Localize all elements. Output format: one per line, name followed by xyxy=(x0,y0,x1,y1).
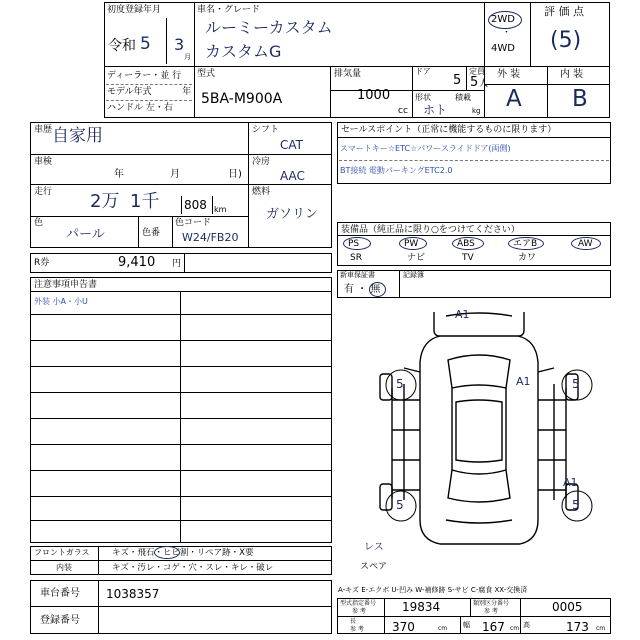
doors: 5 xyxy=(453,73,462,88)
load-label: 積載 xyxy=(455,93,471,102)
cc-unit: cc xyxy=(398,106,408,116)
color-value: パール xyxy=(66,227,105,242)
use-value: 自家用 xyxy=(52,126,103,146)
displacement-label: 排気量 xyxy=(334,69,362,79)
height-label: 高 xyxy=(523,621,530,629)
r-value: 9,410 xyxy=(118,255,156,270)
displacement: 1000 xyxy=(357,88,391,103)
type-value: 5BA-M900A xyxy=(201,91,283,107)
tyre-fr: 5 xyxy=(572,377,580,391)
equip-pw-circle xyxy=(399,237,427,250)
equip-abs: ABS xyxy=(457,239,475,249)
width-value: 167 xyxy=(482,620,505,634)
exterior-label: 外 装 xyxy=(497,69,521,80)
model-year-label: モデル年式 xyxy=(107,87,152,97)
notes-box xyxy=(30,277,332,543)
mileage-label: 走行 xyxy=(34,187,53,197)
notes-label: 注意事項申告書 xyxy=(34,280,98,290)
tyre-fl: 5 xyxy=(396,377,404,391)
capacity-label: 定員 xyxy=(469,67,485,76)
fuel-value: ガソリン xyxy=(266,207,319,222)
eval-label: 評 価 点 xyxy=(544,5,584,18)
handle-label: ハンドル 左・右 xyxy=(107,103,173,113)
car-name: ルーミーカスタム xyxy=(205,18,333,37)
equip-sr: SR xyxy=(350,253,362,263)
shift-label: シフト xyxy=(252,125,280,135)
equip-airbag: エアB xyxy=(513,239,538,249)
shape-label: 形状 xyxy=(415,93,431,102)
length-value: 370 xyxy=(392,620,415,634)
equip-abs-circle xyxy=(452,237,484,250)
exterior-grade: A xyxy=(506,86,522,112)
length-cm: cm xyxy=(438,625,448,632)
equip-ps-circle xyxy=(343,237,371,250)
equip-airbag-circle xyxy=(508,237,544,250)
warranty-none-circle xyxy=(369,282,386,297)
shift-value: CAT xyxy=(280,138,303,152)
shape: ホト xyxy=(423,103,448,117)
width-cm: cm xyxy=(510,625,520,632)
warranty-value: 有 ・ 無 xyxy=(344,284,381,295)
color-code: W24/FB20 xyxy=(182,231,239,244)
color-code-label: 色コード xyxy=(175,218,212,228)
mileage-man: 2万 xyxy=(90,191,120,212)
type-spec-label: 型式指定番号 xyxy=(340,600,377,607)
equip-aw-circle xyxy=(571,237,601,250)
front-glass-value: キズ・飛石・ヒビ割・リペア跡・X要 xyxy=(112,548,254,558)
era: 令和 xyxy=(108,38,136,54)
reg-label: 登録番号 xyxy=(40,615,80,626)
reg-month: 3 xyxy=(174,35,185,54)
reg-year: 5 xyxy=(140,34,151,54)
length-label: 長 xyxy=(350,618,357,625)
ref-label-2: 参 考 xyxy=(484,608,498,615)
equip-navi: ナビ xyxy=(407,253,426,263)
ac-value: AAC xyxy=(280,169,305,183)
record-label: 記録簿 xyxy=(403,271,424,279)
damage-mark-rear: A1 xyxy=(563,476,578,489)
color-num-label: 色番 xyxy=(142,228,161,238)
equipment-label: 装備品（純正品に限り○をつけてください） xyxy=(341,225,520,235)
yen-unit: 円 xyxy=(172,259,182,269)
insp-month-unit: 月 xyxy=(170,169,180,180)
damage-legend: A-キズ E-エクボ U-凹み W-補修跡 S-サビ C-腐食 XX-交換済 xyxy=(338,586,528,594)
drive-dot: ・ xyxy=(502,28,512,38)
grade: カスタムG xyxy=(205,42,282,61)
height-cm: cm xyxy=(596,625,606,632)
notes-line-1: 外装 小A・小U xyxy=(34,297,88,306)
spare-label: スペア xyxy=(360,562,388,572)
sales-line-1: スマートキー☆ETC☆パワースライドドア(両側) xyxy=(340,144,511,153)
model-year-unit: 年 xyxy=(182,87,192,97)
sales-line-2: BT接続 電動パーキングETC2.0 xyxy=(340,166,453,175)
ac-label: 冷房 xyxy=(252,157,271,167)
damage-mark-side: A1 xyxy=(516,375,531,388)
insp-day-unit: 日) xyxy=(228,169,242,180)
equip-ps: PS xyxy=(348,239,360,249)
tyre-rr: 5 xyxy=(572,498,580,512)
equip-leather: カワ xyxy=(518,253,537,263)
interior-label: 内 装 xyxy=(560,69,584,80)
chassis-number: 1038357 xyxy=(106,587,160,601)
first-reg-label: 初度登録年月 xyxy=(107,5,162,15)
drive-4wd: 4WD xyxy=(491,43,515,54)
ref-label-1: 参 考 xyxy=(352,608,366,615)
type-label: 型式 xyxy=(197,69,216,79)
fuel-label: 燃料 xyxy=(252,187,271,197)
inspection-label: 車検 xyxy=(34,157,53,167)
front-glass-label: フロントガラス xyxy=(34,548,90,557)
dealer-label: ディーラー・並 行 xyxy=(107,71,182,81)
capacity-unit: 人 xyxy=(479,79,489,89)
mileage-rest: 808 xyxy=(184,198,207,212)
drive-2wd: 2WD xyxy=(491,14,515,25)
interior-cond-value: キズ・汚レ・コゲ・穴・スレ・キレ・破レ xyxy=(112,563,274,573)
warranty-label: 新車保証書 xyxy=(340,271,375,279)
capacity: 5 xyxy=(470,75,479,90)
class-number: 0005 xyxy=(552,600,583,614)
color-label: 色 xyxy=(34,218,44,228)
class-label: 類別区分番号 xyxy=(473,600,510,607)
chassis-label: 車台番号 xyxy=(40,588,80,599)
insp-year-unit: 年 xyxy=(114,169,124,180)
tyre-rl: 5 xyxy=(396,498,404,512)
height-value: 173 xyxy=(566,620,589,634)
r-label: R券 xyxy=(34,258,50,268)
damage-mark-front: A1 xyxy=(455,308,470,321)
car-name-label: 車名・グレード xyxy=(197,5,261,15)
eval-score: (5) xyxy=(550,28,582,53)
mileage-sen: 1千 xyxy=(130,191,160,212)
month-unit: 月 xyxy=(184,53,191,61)
width-label: 幅 xyxy=(463,621,470,629)
equip-tv: TV xyxy=(462,253,474,263)
ref-label-3: 参 考 xyxy=(350,626,364,633)
stone-chip-circle xyxy=(154,546,180,559)
interior-grade: B xyxy=(572,86,588,112)
type-spec-number: 19834 xyxy=(402,600,441,614)
spare-mark: レス xyxy=(364,542,384,553)
door-label: ドア xyxy=(415,67,431,76)
km-unit: km xyxy=(214,205,227,214)
equip-aw: AW xyxy=(578,239,593,249)
sales-label: セールスポイント（正常に機能するものに限ります） xyxy=(341,125,557,135)
interior-cond-label: 内装 xyxy=(56,563,72,572)
kg-unit: kg xyxy=(472,107,481,115)
equip-pw: PW xyxy=(404,239,419,249)
use-label: 車歴 xyxy=(34,125,53,135)
